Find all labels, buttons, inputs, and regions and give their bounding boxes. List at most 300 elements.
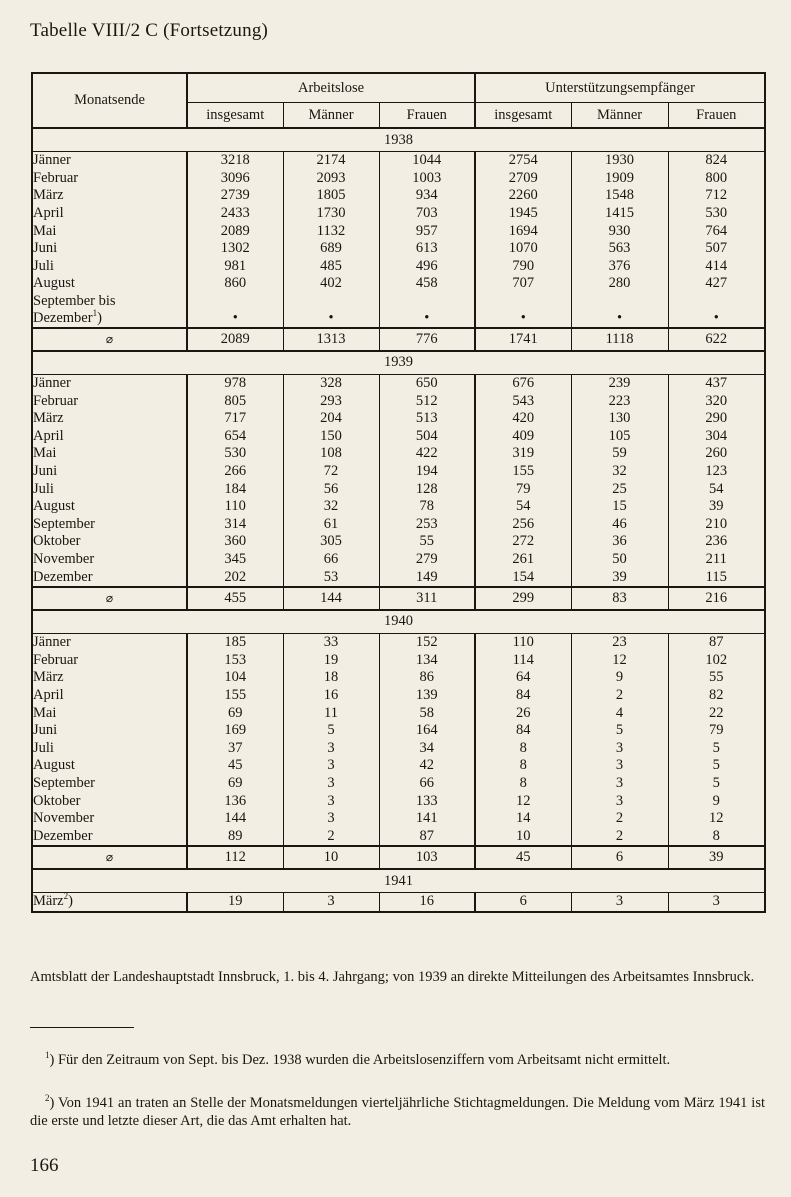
value-cell: 1930	[571, 152, 668, 170]
month-cell	[32, 392, 187, 410]
value-cell: 2260	[475, 187, 571, 205]
footnote-mark: 2	[45, 1093, 50, 1104]
value-cell: 84	[475, 722, 571, 740]
header-maenner: Männer	[571, 103, 668, 129]
table-row	[32, 757, 765, 775]
year-row	[32, 869, 765, 893]
average-value: 622	[668, 328, 765, 351]
month-label: November	[33, 550, 95, 567]
value-cell: 485	[283, 258, 379, 276]
value-cell: 12	[668, 810, 765, 828]
value-cell: 185	[224, 634, 247, 651]
value-cell: 3	[571, 757, 668, 775]
value-cell: 256	[475, 516, 571, 534]
table-row	[32, 633, 765, 651]
value-cell: 59	[571, 445, 668, 463]
month-cell	[32, 533, 187, 551]
average-row	[32, 846, 765, 869]
month-cell	[32, 187, 187, 205]
month-cell	[32, 293, 187, 328]
month-cell	[32, 170, 187, 188]
value-cell: 3096	[220, 169, 250, 186]
value-cell: 25	[571, 480, 668, 498]
month-label: April	[33, 427, 64, 444]
value-cell: 8	[475, 757, 571, 775]
month-cell	[32, 258, 187, 276]
header-unterstuetzungsempfaenger: Unterstützungsempfänger	[475, 73, 765, 103]
table-row	[32, 374, 765, 392]
month-cell	[32, 810, 187, 828]
value-cell: 204	[283, 410, 379, 428]
value-cell: 4	[571, 704, 668, 722]
average-value: 6	[571, 846, 668, 869]
value-cell: 1132	[283, 222, 379, 240]
table-row	[32, 551, 765, 569]
month-label: Februar	[33, 169, 79, 186]
value-cell: •	[475, 293, 571, 328]
month-label: Juli	[33, 480, 54, 497]
value-cell: 2093	[283, 170, 379, 188]
value-cell: 123	[668, 463, 765, 481]
value-cell: 1909	[571, 170, 668, 188]
value-cell: 513	[379, 410, 475, 428]
month-label: August	[33, 275, 75, 292]
table-row	[32, 568, 765, 587]
value-cell: 108	[283, 445, 379, 463]
value-cell: 34	[379, 739, 475, 757]
value-cell: •	[283, 293, 379, 328]
month-label: September	[33, 774, 96, 791]
table-row	[32, 445, 765, 463]
value-cell: 16	[283, 687, 379, 705]
value-cell: 115	[668, 568, 765, 587]
table-row	[32, 533, 765, 551]
footnote-ref: 2	[63, 891, 69, 902]
average-value: 83	[571, 587, 668, 610]
header-frauen: Frauen	[668, 103, 765, 129]
value-cell: 139	[379, 687, 475, 705]
table-row	[32, 187, 765, 205]
value-cell: 134	[379, 651, 475, 669]
month-label: Juli	[33, 257, 54, 274]
average-value: 1741	[475, 328, 571, 351]
value-cell: 64	[475, 669, 571, 687]
value-cell: 2739	[220, 187, 250, 204]
value-cell: 512	[379, 392, 475, 410]
value-cell: 8	[668, 827, 765, 846]
table-row	[32, 222, 765, 240]
value-cell: 707	[475, 275, 571, 293]
average-symbol: ⌀	[32, 328, 187, 351]
value-cell: 5	[668, 775, 765, 793]
month-label: Februar	[33, 651, 79, 668]
month-cell	[32, 374, 187, 392]
value-cell: 260	[668, 445, 765, 463]
value-cell: 154	[475, 568, 571, 587]
month-cell	[32, 275, 187, 293]
value-cell: 320	[668, 392, 765, 410]
value-cell: 613	[379, 240, 475, 258]
year-row	[32, 351, 765, 375]
footnote-1	[30, 1051, 765, 1069]
value-cell: 676	[475, 374, 571, 392]
month-label: Mai	[33, 222, 57, 239]
value-cell: 55	[379, 533, 475, 551]
value-cell: 33	[283, 633, 379, 651]
value-cell: 39	[571, 568, 668, 587]
table-row	[32, 258, 765, 276]
value-cell: 78	[379, 498, 475, 516]
value-cell: 32	[283, 498, 379, 516]
value-cell: 293	[283, 392, 379, 410]
value-cell: 3	[283, 775, 379, 793]
month-label: September bis	[33, 292, 116, 309]
value-cell: 934	[379, 187, 475, 205]
value-cell: •	[379, 293, 475, 328]
value-cell: 9	[668, 792, 765, 810]
value-cell: 3	[571, 893, 668, 912]
table-row	[32, 293, 765, 328]
value-cell: 66	[379, 775, 475, 793]
month-label: Oktober	[33, 792, 81, 809]
value-cell: 800	[668, 170, 765, 188]
value-cell: 3	[283, 810, 379, 828]
value-cell: 1548	[571, 187, 668, 205]
value-cell: 14	[475, 810, 571, 828]
average-value: 299	[475, 587, 571, 610]
value-cell: 9	[571, 669, 668, 687]
value-cell: 8	[475, 775, 571, 793]
month-cell	[32, 722, 187, 740]
average-value: 2089	[187, 328, 283, 351]
value-cell: 2433	[220, 205, 250, 222]
month-label: August	[33, 757, 75, 774]
value-cell: 133	[379, 792, 475, 810]
value-cell: 272	[475, 533, 571, 551]
month-cell	[32, 893, 187, 912]
value-cell: 805	[224, 392, 247, 409]
value-cell: 89	[228, 827, 243, 844]
value-cell: 5	[668, 757, 765, 775]
average-value: 776	[379, 328, 475, 351]
average-symbol: ⌀	[32, 846, 187, 869]
value-cell: 2	[571, 827, 668, 846]
value-cell: 136	[224, 792, 247, 809]
value-cell: 32	[571, 463, 668, 481]
value-cell: 305	[283, 533, 379, 551]
value-cell: 717	[224, 410, 247, 427]
value-cell: 437	[668, 374, 765, 392]
value-cell: 84	[475, 687, 571, 705]
value-cell: 239	[571, 374, 668, 392]
value-cell: 1694	[475, 222, 571, 240]
value-cell: 860	[224, 275, 247, 292]
value-cell: 45	[228, 757, 243, 774]
value-cell: 36	[571, 533, 668, 551]
value-cell: 530	[668, 205, 765, 223]
page-title: Tabelle VIII/2 C (Fortsetzung)	[30, 20, 269, 41]
year-row	[32, 128, 765, 152]
value-cell: 169	[224, 722, 247, 739]
month-cell	[32, 205, 187, 223]
value-cell: 279	[379, 551, 475, 569]
value-cell: 409	[475, 428, 571, 446]
table-row	[32, 240, 765, 258]
table-row	[32, 498, 765, 516]
average-value: 144	[283, 587, 379, 610]
value-cell: 280	[571, 275, 668, 293]
source-note: Amtsblatt der Landeshauptstadt Innsbruck, 1. bis 4. Jahrgang; von 1939 an direkte Mitteilungen des Arbeitsamtes Innsbruck.	[30, 969, 755, 985]
value-cell: 414	[668, 258, 765, 276]
value-cell: 253	[379, 516, 475, 534]
value-cell: 266	[224, 463, 247, 480]
average-value: 39	[668, 846, 765, 869]
value-cell: 11	[283, 704, 379, 722]
average-row	[32, 587, 765, 610]
value-cell: 8	[475, 739, 571, 757]
month-cell	[32, 704, 187, 722]
value-cell: 236	[668, 533, 765, 551]
value-cell: 86	[379, 669, 475, 687]
value-cell: 1945	[475, 205, 571, 223]
value-cell: 496	[379, 258, 475, 276]
average-value: 103	[379, 846, 475, 869]
month-cell	[32, 687, 187, 705]
table-row	[32, 722, 765, 740]
value-cell: 2709	[475, 170, 571, 188]
year-label: 1939	[32, 351, 765, 375]
value-cell: 3	[283, 893, 379, 912]
table-row	[32, 669, 765, 687]
average-value: 1313	[283, 328, 379, 351]
page-number: 166	[30, 1155, 59, 1176]
value-cell: 3	[571, 739, 668, 757]
month-cell	[32, 568, 187, 587]
table-row	[32, 827, 765, 846]
month-cell	[32, 651, 187, 669]
footnote-paren: )	[97, 309, 102, 326]
value-cell: 56	[283, 480, 379, 498]
average-row	[32, 328, 765, 351]
footnote-rule	[30, 1027, 134, 1028]
table-row	[32, 651, 765, 669]
month-label: Mai	[33, 704, 57, 721]
value-cell: 507	[668, 240, 765, 258]
value-cell: 194	[379, 463, 475, 481]
header-frauen: Frauen	[379, 103, 475, 129]
header-arbeitslose: Arbeitslose	[187, 73, 475, 103]
month-cell	[32, 240, 187, 258]
value-cell: 82	[668, 687, 765, 705]
value-cell: 130	[571, 410, 668, 428]
value-cell: 72	[283, 463, 379, 481]
value-cell: 314	[224, 515, 247, 532]
value-cell: 110	[224, 498, 246, 515]
month-label: August	[33, 498, 75, 515]
value-cell: 3	[283, 792, 379, 810]
value-cell: 66	[283, 551, 379, 569]
value-cell: 50	[571, 551, 668, 569]
value-cell: 54	[475, 498, 571, 516]
month-cell	[32, 827, 187, 846]
value-cell: 2	[571, 687, 668, 705]
value-cell: 5	[283, 722, 379, 740]
header-insgesamt: insgesamt	[475, 103, 571, 129]
month-cell	[32, 633, 187, 651]
value-cell: 1730	[283, 205, 379, 223]
value-cell: 104	[224, 669, 247, 686]
month-cell	[32, 222, 187, 240]
month-cell	[32, 551, 187, 569]
average-value: 216	[668, 587, 765, 610]
month-label: März	[33, 893, 64, 910]
month-label-line2: Dezember	[33, 309, 93, 326]
value-cell: 689	[283, 240, 379, 258]
value-cell: 328	[283, 374, 379, 392]
value-cell: 10	[475, 827, 571, 846]
table-row	[32, 704, 765, 722]
value-cell: 26	[475, 704, 571, 722]
month-cell	[32, 516, 187, 534]
month-cell	[32, 445, 187, 463]
table-row	[32, 810, 765, 828]
value-cell: 5	[571, 722, 668, 740]
value-cell: 55	[668, 669, 765, 687]
value-cell: 15	[571, 498, 668, 516]
footnote-mark: 1	[45, 1050, 50, 1061]
month-label: März	[33, 187, 64, 204]
table-row	[32, 428, 765, 446]
value-cell: 19	[283, 651, 379, 669]
value-cell: 23	[571, 633, 668, 651]
value-cell: 12	[571, 651, 668, 669]
header-maenner: Männer	[283, 103, 379, 129]
value-cell: 46	[571, 516, 668, 534]
value-cell: 824	[668, 152, 765, 170]
value-cell: •	[232, 309, 238, 326]
value-cell: 654	[224, 427, 247, 444]
table-row	[32, 152, 765, 170]
value-cell: 458	[379, 275, 475, 293]
value-cell: 3	[668, 893, 765, 912]
value-cell: 202	[224, 568, 247, 585]
value-cell: 5	[668, 739, 765, 757]
value-cell: 3218	[220, 152, 250, 169]
value-cell: 110	[475, 633, 571, 651]
month-label: Dezember	[33, 568, 93, 585]
footnote-2	[30, 1094, 765, 1130]
month-cell	[32, 410, 187, 428]
value-cell: •	[571, 293, 668, 328]
value-cell: 22	[668, 704, 765, 722]
value-cell: 16	[379, 893, 475, 912]
value-cell: 164	[379, 722, 475, 740]
month-cell	[32, 775, 187, 793]
value-cell: 128	[379, 480, 475, 498]
value-cell: 144	[224, 810, 247, 827]
value-cell: 53	[283, 568, 379, 587]
average-value: 1118	[571, 328, 668, 351]
value-cell: 3	[571, 792, 668, 810]
table-row	[32, 480, 765, 498]
header-insgesamt: insgesamt	[187, 103, 283, 129]
month-label: September	[33, 515, 96, 532]
value-cell: 978	[224, 375, 247, 392]
average-value: 311	[379, 587, 475, 610]
value-cell: 790	[475, 258, 571, 276]
value-cell: 1805	[283, 187, 379, 205]
table-row	[32, 775, 765, 793]
value-cell: 114	[475, 651, 571, 669]
value-cell: 58	[379, 704, 475, 722]
value-cell: 2174	[283, 152, 379, 170]
value-cell: 530	[224, 445, 247, 462]
month-label: Mai	[33, 445, 57, 462]
value-cell: 930	[571, 222, 668, 240]
value-cell: 3	[571, 775, 668, 793]
value-cell: 360	[224, 533, 247, 550]
month-label: Juni	[33, 463, 58, 480]
average-value: 45	[475, 846, 571, 869]
value-cell: 105	[571, 428, 668, 446]
value-cell: 223	[571, 392, 668, 410]
value-cell: 150	[283, 428, 379, 446]
month-label: Oktober	[33, 533, 81, 550]
month-label: Jänner	[33, 634, 71, 651]
value-cell: 210	[668, 516, 765, 534]
value-cell: 54	[668, 480, 765, 498]
value-cell: 712	[668, 187, 765, 205]
month-cell	[32, 152, 187, 170]
value-cell: 1003	[379, 170, 475, 188]
value-cell: 12	[475, 792, 571, 810]
value-cell: 345	[224, 550, 247, 567]
month-label: Februar	[33, 392, 79, 409]
value-cell: 153	[224, 651, 247, 668]
value-cell: 304	[668, 428, 765, 446]
value-cell: 102	[668, 651, 765, 669]
value-cell: 6	[475, 893, 571, 912]
value-cell: 504	[379, 428, 475, 446]
value-cell: 703	[379, 205, 475, 223]
value-cell: 402	[283, 275, 379, 293]
month-label: April	[33, 686, 64, 703]
value-cell: 1302	[220, 240, 250, 257]
header-monatsende: Monatsende	[32, 73, 187, 128]
month-cell	[32, 669, 187, 687]
value-cell: 319	[475, 445, 571, 463]
value-cell: 42	[379, 757, 475, 775]
average-value: 112	[187, 846, 283, 869]
month-cell	[32, 498, 187, 516]
value-cell: 149	[379, 568, 475, 587]
value-cell: 79	[475, 480, 571, 498]
month-cell	[32, 757, 187, 775]
table-row	[32, 463, 765, 481]
average-symbol: ⌀	[32, 587, 187, 610]
footnote-text: ) Für den Zeitraum von Sept. bis Dez. 1938 wurden die Arbeitslosenziffern vom Arbeitsamt nicht ermittelt.	[49, 1052, 671, 1068]
month-label: Juli	[33, 739, 54, 756]
value-cell: 69	[228, 704, 243, 721]
value-cell: 155	[475, 463, 571, 481]
month-label: Dezember	[33, 827, 93, 844]
value-cell: 2754	[475, 152, 571, 170]
value-cell: 981	[224, 257, 247, 274]
month-label: November	[33, 810, 95, 827]
month-label: Jänner	[33, 375, 71, 392]
month-label: Juni	[33, 240, 58, 257]
average-value: 10	[283, 846, 379, 869]
